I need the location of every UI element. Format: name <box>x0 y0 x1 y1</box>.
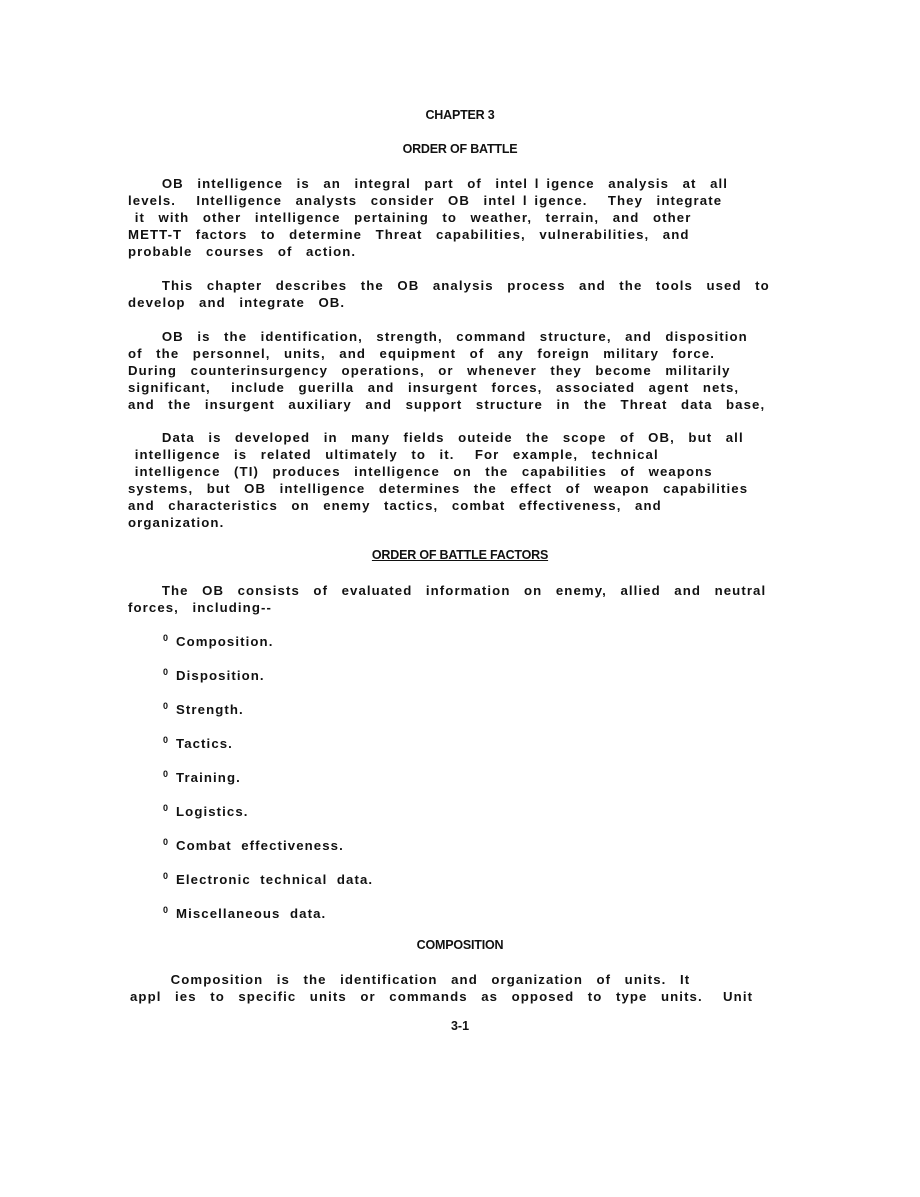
paragraph-line: OB intelligence is an integral part of intel l igence analysis at all <box>128 176 729 191</box>
paragraph-line: it with other intelligence pertaining to weather, terrain, and other <box>128 210 692 225</box>
bullet-marker: 0 <box>163 633 169 643</box>
list-item-text: Strength. <box>176 702 244 717</box>
paragraph-line: organization. <box>128 515 225 530</box>
bullet-marker: 0 <box>163 701 169 711</box>
bullet-marker: 0 <box>163 667 169 677</box>
list-item-text: Composition. <box>176 634 274 649</box>
paragraph-line: probable courses of action. <box>128 244 357 259</box>
list-item-text: Disposition. <box>176 668 265 683</box>
page-number: 3-1 <box>450 1019 470 1033</box>
paragraph-line: METT-T factors to determine Threat capabilities, vulnerabilities, and <box>128 227 690 242</box>
list-item-text: Electronic technical data. <box>176 872 374 887</box>
paragraph-line: forces, including-- <box>128 600 272 615</box>
paragraph-line: Data is developed in many fields outeide the scope of OB, but all <box>128 430 744 445</box>
chapter-title: CHAPTER 3 <box>425 108 495 122</box>
bullet-marker: 0 <box>163 803 169 813</box>
bullet-marker: 0 <box>163 769 169 779</box>
paragraph-line: develop and integrate OB. <box>128 295 346 310</box>
list-item-text: Miscellaneous data. <box>176 906 327 921</box>
paragraph-line: and characteristics on enemy tactics, combat effectiveness, and <box>128 498 662 513</box>
list-item <box>163 701 244 717</box>
list-item-text: Logistics. <box>176 804 249 819</box>
list-item <box>163 803 249 819</box>
list-item <box>163 905 326 921</box>
paragraph-line: Composition is the identification and organization of units. It <box>130 972 691 987</box>
bullet-marker: 0 <box>163 871 169 881</box>
list-item <box>163 633 273 649</box>
paragraph-line: appl ies to specific units or commands as opposed to type units. Unit <box>130 989 754 1004</box>
list-item <box>163 871 373 887</box>
paragraph-line: intelligence is related ultimately to it. For example, technical <box>128 447 659 462</box>
paragraph-line: OB is the identification, strength, command structure, and disposition <box>128 329 748 344</box>
bullet-marker: 0 <box>163 905 169 915</box>
list-item <box>163 837 344 853</box>
section-title: ORDER OF BATTLE <box>402 142 518 156</box>
list-item <box>163 667 265 683</box>
paragraph-line: significant, include guerilla and insurgent forces, associated agent nets, <box>128 380 740 395</box>
list-item-text: Combat effectiveness. <box>176 838 344 853</box>
paragraph-line: intelligence (TI) produces intelligence on the capabilities of weapons <box>128 464 713 479</box>
paragraph-line: During counterinsurgency operations, or whenever they become militarily <box>128 363 731 378</box>
paragraph-line: This chapter describes the OB analysis process and the tools used to <box>128 278 770 293</box>
paragraph-line: The OB consists of evaluated information on enemy, allied and neutral <box>128 583 767 598</box>
bullet-marker: 0 <box>163 735 169 745</box>
paragraph-line: and the insurgent auxiliary and support structure in the Threat data base, <box>128 397 766 412</box>
list-item <box>163 735 233 751</box>
composition-heading: COMPOSITION <box>416 938 504 952</box>
paragraph-line: of the personnel, units, and equipment of any foreign military force. <box>128 346 716 361</box>
paragraph-line: systems, but OB intelligence determines the effect of weapon capabilities <box>128 481 749 496</box>
list-item-text: Tactics. <box>176 736 233 751</box>
factors-heading: ORDER OF BATTLE FACTORS <box>371 548 549 562</box>
bullet-marker: 0 <box>163 837 169 847</box>
paragraph-line: levels. Intelligence analysts consider OB intel l igence. They integrate <box>128 193 723 208</box>
list-item <box>163 769 241 785</box>
list-item-text: Training. <box>176 770 241 785</box>
